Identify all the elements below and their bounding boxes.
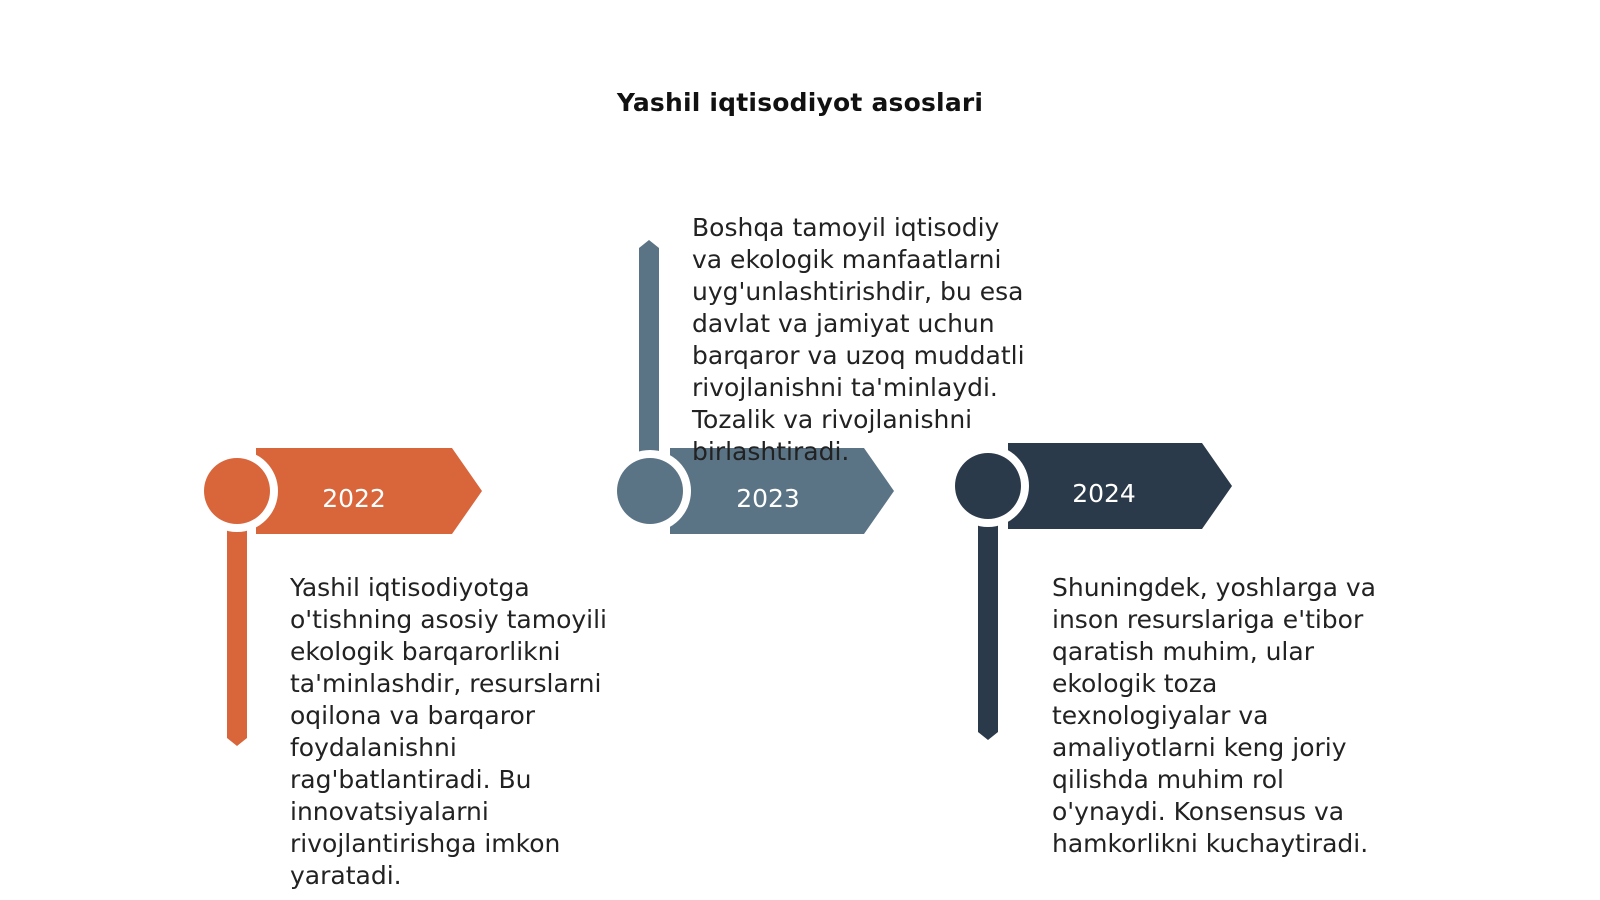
milestone-2024-description: Shuningdek, yoshlarga va inson resurslariga e'tibor qaratish muhim, ular ekologik toza texnologiyalar va amaliyotlarni keng joriy qilishda muhim rol o'ynaydi. Konsensus va hamkorlikni kuchaytiradi.	[1052, 573, 1376, 858]
milestone-2024-stem	[978, 516, 998, 740]
milestone-2023-dot	[617, 458, 683, 524]
milestone-2024-year: 2024	[1072, 479, 1136, 508]
milestone-2023-description: Boshqa tamoyil iqtisodiy va ekologik manfaatlarni uyg'unlashtirishdir, bu esa davlat va jamiyat uchun barqaror va uzoq muddatli rivojlanishni ta'minlaydi. Tozalik va rivojlanishni birlashtiradi.	[692, 213, 1025, 466]
page-title: Yashil iqtisodiyot asoslari	[616, 88, 984, 117]
milestone-2022-stem	[227, 520, 247, 746]
milestone-2023-stem	[639, 240, 659, 460]
milestone-2022-dot	[204, 458, 270, 524]
milestone-2022-description: Yashil iqtisodiyotga o'tishning asosiy tamoyili ekologik barqarorlikni ta'minlashdir, resurslarni oqilona va barqaror foydalanishni rag'batlantiradi. Bu innovatsiyalarni rivojlantirishga imkon yaratadi.	[290, 573, 607, 890]
milestone-2022-year: 2022	[322, 484, 386, 513]
milestone-2023-year: 2023	[736, 484, 800, 513]
